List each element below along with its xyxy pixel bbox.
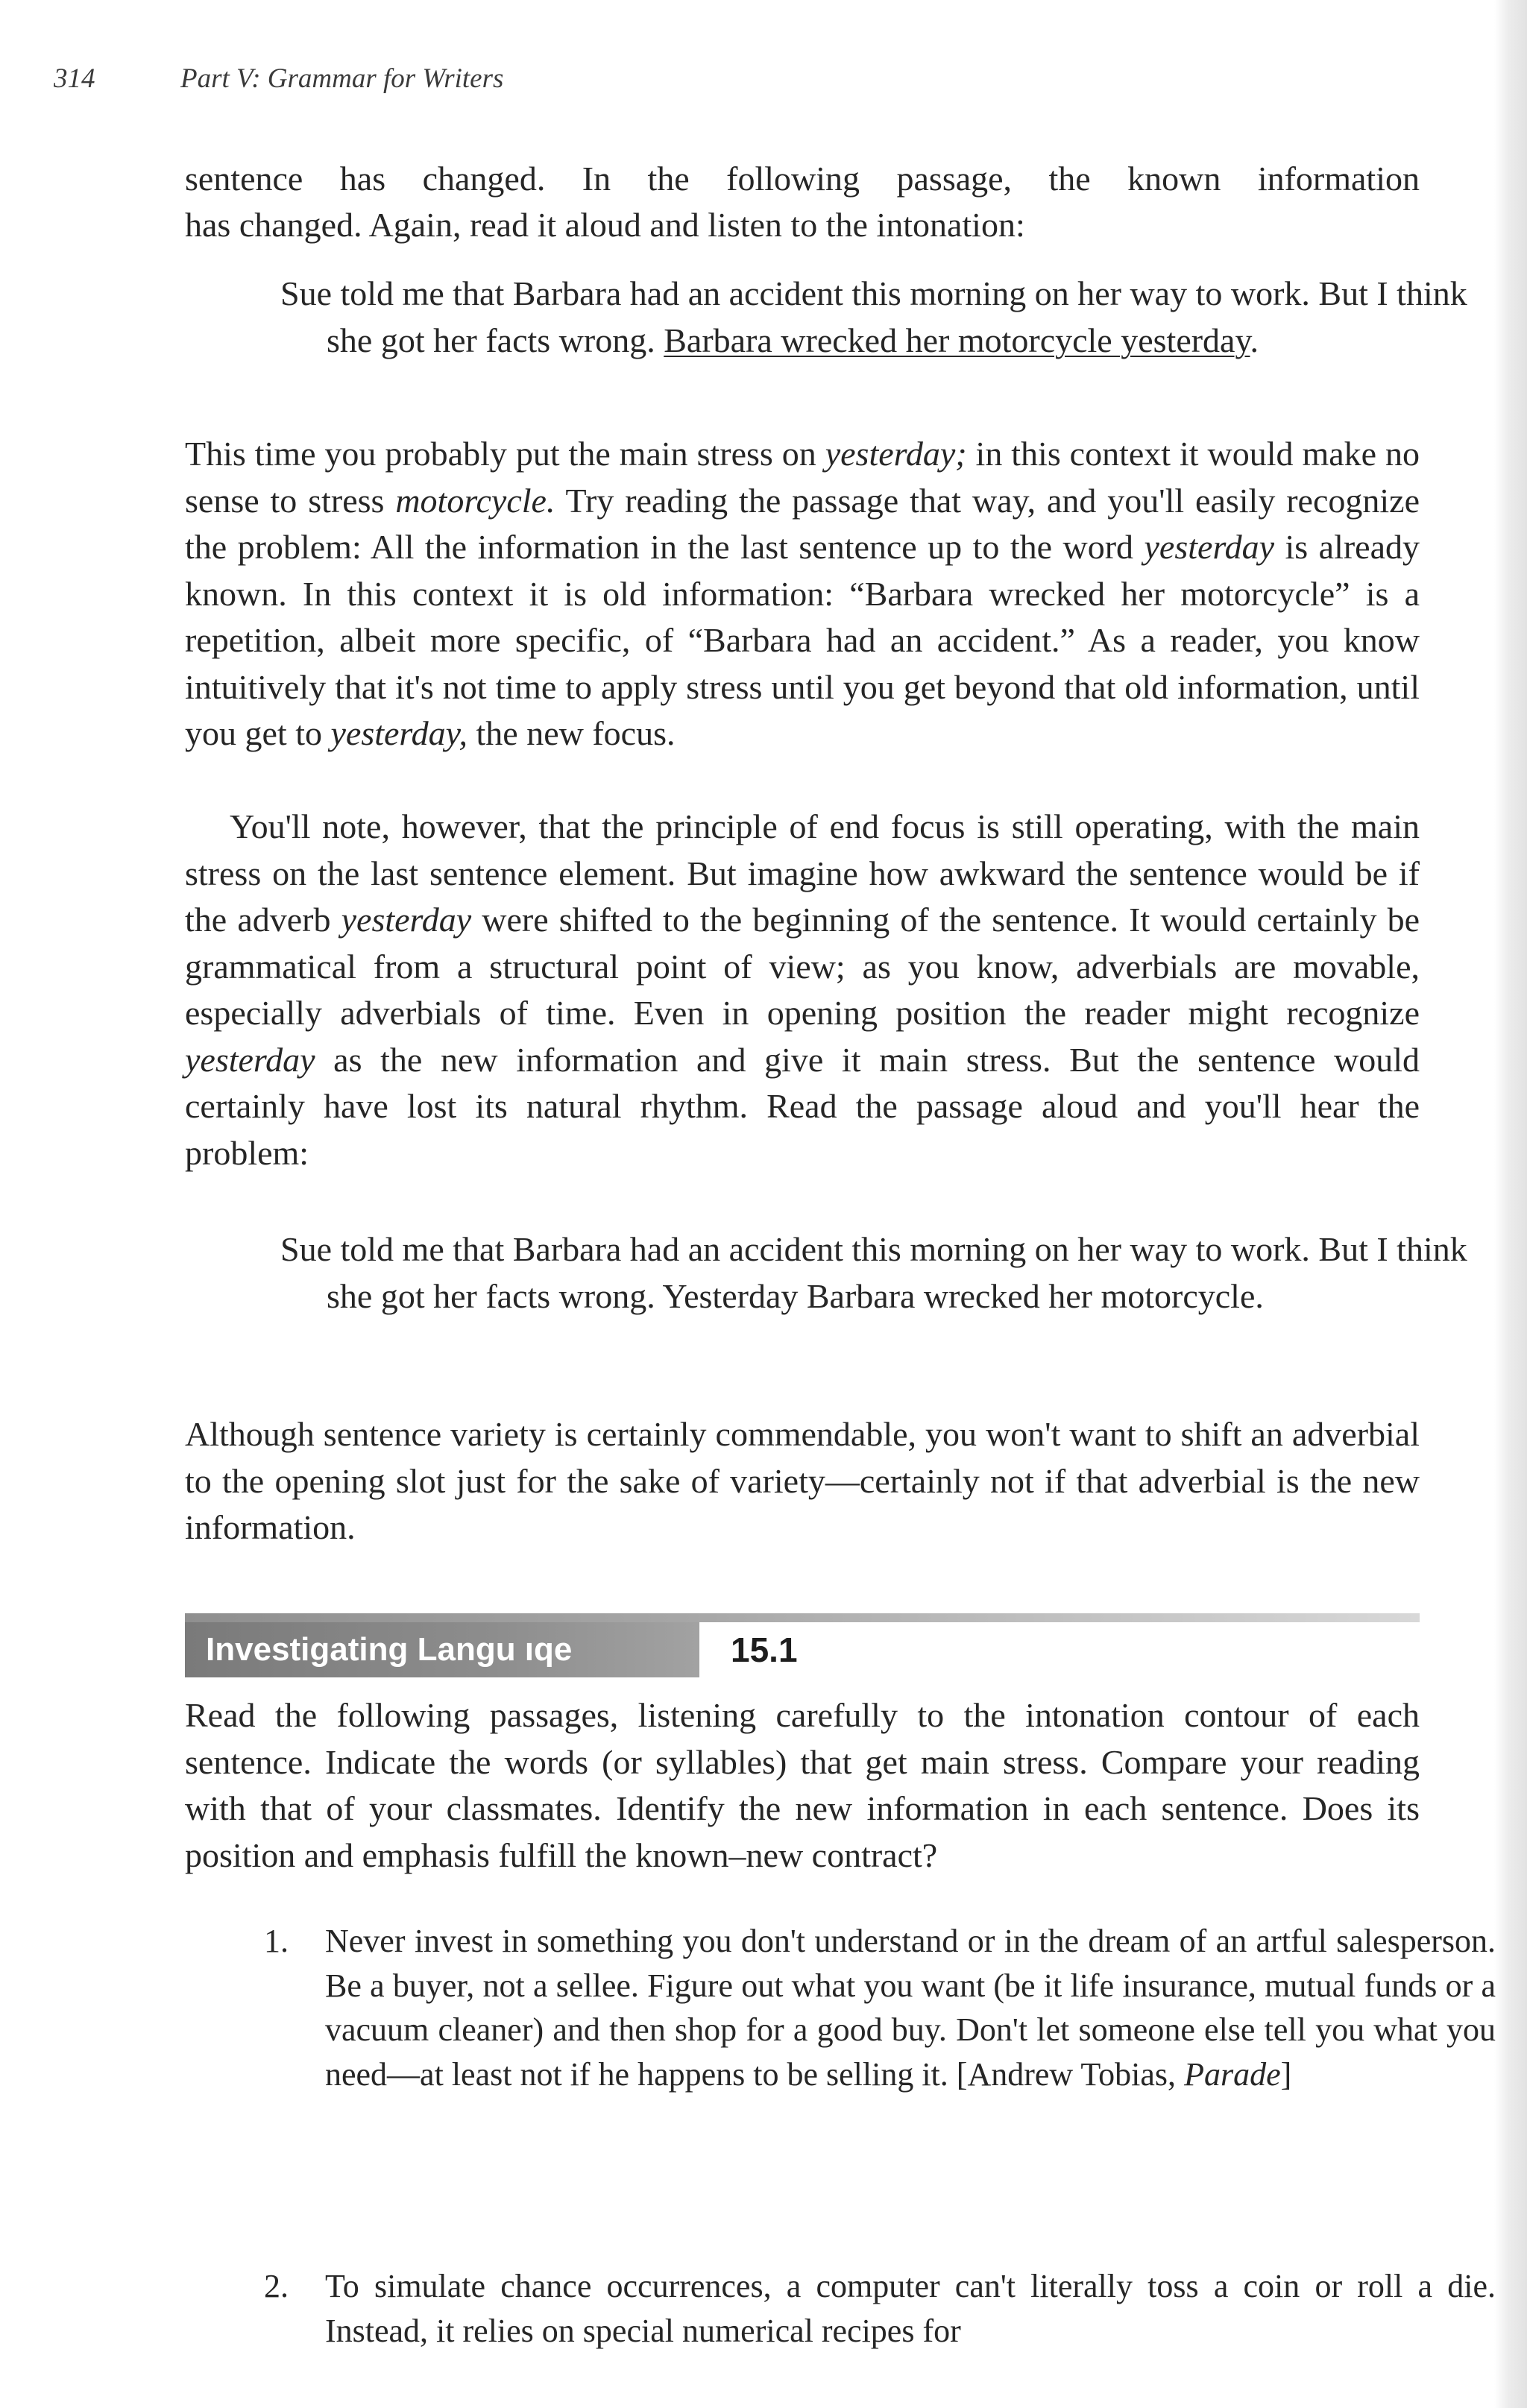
list-item-number: 2. (264, 2268, 289, 2304)
paragraph-3: You'll note, however, that the principle of end focus is still operating, with the main stress on the last sentence element. But imagine how awkward the sentence would be if the adverb yesterday were shifted to the beginning of the sentence. It would certainly be grammatical from a structural point of view; as you know, adverbials are movable, especially adverbials of time. Even in opening position the reader might recognize yesterday as the new information and give it main stress. But the sentence would certainly have lost its natural rhythm. Read the passage aloud and you'll hear the problem: (185, 807, 1420, 1172)
emphasis-word: yesterday (1144, 528, 1275, 566)
list-item: 1. Never invest in something you don't understand or in the dream of an artful salesperson. Be a buyer, not a sellee. Figure out what you want (be it life insurance, mutual funds or a vacuum cleaner) and then shop for a good buy. Don't let someone else tell you what you need—at least not if he happens to be selling it. [Andrew Tobias, Parade] (251, 1919, 1496, 2096)
emphasis-word: motorcycle. (395, 481, 555, 520)
box-header-bar (185, 1613, 1420, 1622)
emphasis-word: yesterday (341, 901, 472, 939)
box-title: Investigating Langu ıqe (206, 1631, 573, 1668)
paragraph-2: This time you probably put the main stress on yesterday; in this context it would make no sense to stress motorcycle. Try reading the passage that way, and you'll easily recognize the problem: All the information in the last sentence up to the word yesterday is already known. In this context it is old information: “Barbara wrecked her motorcycle” is a repetition, albeit more specific, of “Barbara had an accident.” As a reader, you know intuitively that it's not time to apply stress until you get beyond that old information, until you get to yesterday, the new focus. (185, 435, 1420, 752)
list-item-text: Never invest in something you don't understand or in the dream of an artful salesperson. Be a buyer, not a sellee. Figure out what you want (be it life insurance, mutual funds or a vacuum cleaner) and then shop for a good buy. Don't let someone else tell you what you need—at least not if he happens to be selling it. [Andrew Tobias, (325, 1923, 1496, 2093)
example-passage-1 (280, 271, 1467, 364)
page-edge-shadow (1494, 0, 1527, 2408)
paragraph-1-line-2: has changed. Again, read it aloud and listen to the intonation: (185, 206, 1025, 244)
exercise-instructions: Read the following passages, listening carefully to the intonation contour of each sentence. Indicate the words (or syllables) that get main stress. Compare your reading with that of your classmates. Identify the new information in each sentence. Does its position and emphasis fulfill the known–new contract? (185, 1696, 1420, 1874)
running-header (54, 63, 1396, 95)
example-passage-2: Sue told me that Barbara had an accident this morning on her way to work. But I think she got her facts wrong. Yesterday Barbara wrecked her motorcycle. (280, 1230, 1467, 1315)
running-title: Part V: Grammar for Writers (180, 63, 504, 94)
source-title: Parade (1184, 2055, 1281, 2093)
list-item (251, 2264, 1496, 2353)
example-1-end: . (1250, 321, 1259, 359)
paragraph-4: Although sentence variety is certainly commendable, you won't want to shift an adverbial to the opening slot just for the sake of variety—certainly not if that adverbial is the new information. (185, 1415, 1420, 1546)
emphasis-word: yesterday; (825, 435, 967, 473)
emphasis-word: yesterday (185, 1040, 315, 1079)
list-item-text: To simulate chance occurrences, a computer can't literally toss a coin or roll a die. Instead, it relies on special numerical recipes for (325, 2268, 1496, 2349)
page-number: 314 (54, 63, 95, 94)
box-number: 15.1 (731, 1630, 798, 1669)
example-1-underlined: Barbara wrecked her motorcycle yesterday (664, 321, 1250, 359)
list-item-number: 1. (264, 1923, 289, 1959)
example-1-text: Sue told me that Barbara had an accident this morning on her way to work. But I think she got her facts wrong. (280, 274, 1467, 359)
paragraph-1-line-1: sentence has changed. In the following passage, the known information (185, 160, 1420, 198)
emphasis-word: yesterday, (330, 714, 467, 752)
